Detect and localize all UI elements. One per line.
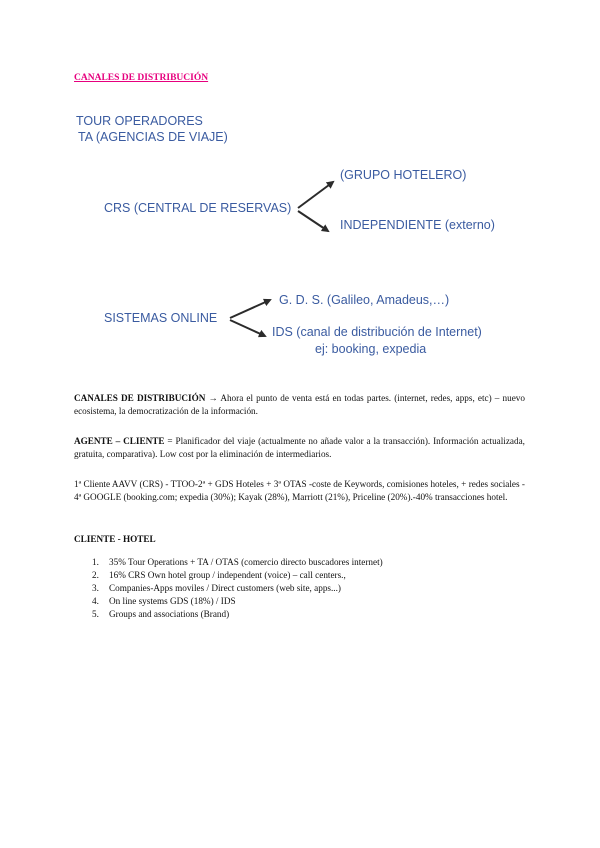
list-item: 3. Companies-Apps moviles / Direct customers (web site, apps...): [92, 583, 341, 593]
list-item: 2. 16% CRS Own hotel group / independent (voice) – call centers.,: [92, 570, 346, 580]
paragraph-agente-bold: AGENTE – CLIENTE: [74, 436, 165, 446]
label-ta-agencias: TA (AGENCIAS DE VIAJE): [78, 130, 228, 144]
label-ids: IDS (canal de distribución de Internet): [272, 325, 482, 339]
arrow-crs-to-grupo: [298, 182, 333, 208]
paragraph-canales-bold: CANALES DE DISTRIBUCIÓN: [74, 393, 206, 403]
numbered-list: [92, 556, 383, 621]
arrow-online-to-ids: [230, 320, 265, 336]
paragraph-agente-cliente: [74, 435, 525, 461]
label-sistemas-online: SISTEMAS ONLINE: [104, 311, 218, 325]
label-gds: G. D. S. (Galileo, Amadeus,…): [279, 293, 450, 307]
list-item: 4. On line systems GDS (18%) / IDS: [92, 596, 236, 606]
section-heading: CLIENTE - HOTEL: [74, 534, 156, 544]
page-title: CANALES DE DISTRIBUCIÓN: [74, 73, 209, 83]
label-independiente: INDEPENDIENTE (externo): [340, 218, 495, 232]
label-tour-operadores: TOUR OPERADORES: [76, 114, 203, 128]
paragraph-clientes: 1ª Cliente AAVV (CRS) - TTOO-2ª + GDS Hoteles + 3ª OTAS -coste de Keywords, comisiones hoteles, + redes sociales - 4ª GOOGLE (booking.com; expedia (30%); Kayak (28%), Marriott (21%), Priceline (20%).-40% transacciones hotel.: [74, 479, 525, 502]
arrow-crs-to-independiente: [298, 211, 328, 231]
paragraph-canales-text: → Ahora el punto de venta está en todas partes. (internet, redes, apps, etc) – nuevo ecosistema, la democratización de la información.: [74, 393, 525, 416]
paragraph-canales: [74, 392, 525, 418]
label-grupo-hotelero: (GRUPO HOTELERO): [340, 168, 467, 182]
list-item: 5. Groups and associations (Brand): [92, 609, 230, 619]
paragraph-agente-text: = Planificador del viaje (actualmente no añade valor a la transacción). Información actualizada, gratuita, comparativa). Low cost por la eliminación de intermediarios.: [74, 436, 525, 459]
arrow-online-to-gds: [230, 300, 270, 318]
label-ids-example: ej: booking, expedia: [315, 342, 427, 356]
label-crs: CRS (CENTRAL DE RESERVAS): [104, 201, 292, 215]
list-item: 1. 35% Tour Operations + TA / OTAS (comercio directo buscadores internet): [92, 557, 383, 567]
